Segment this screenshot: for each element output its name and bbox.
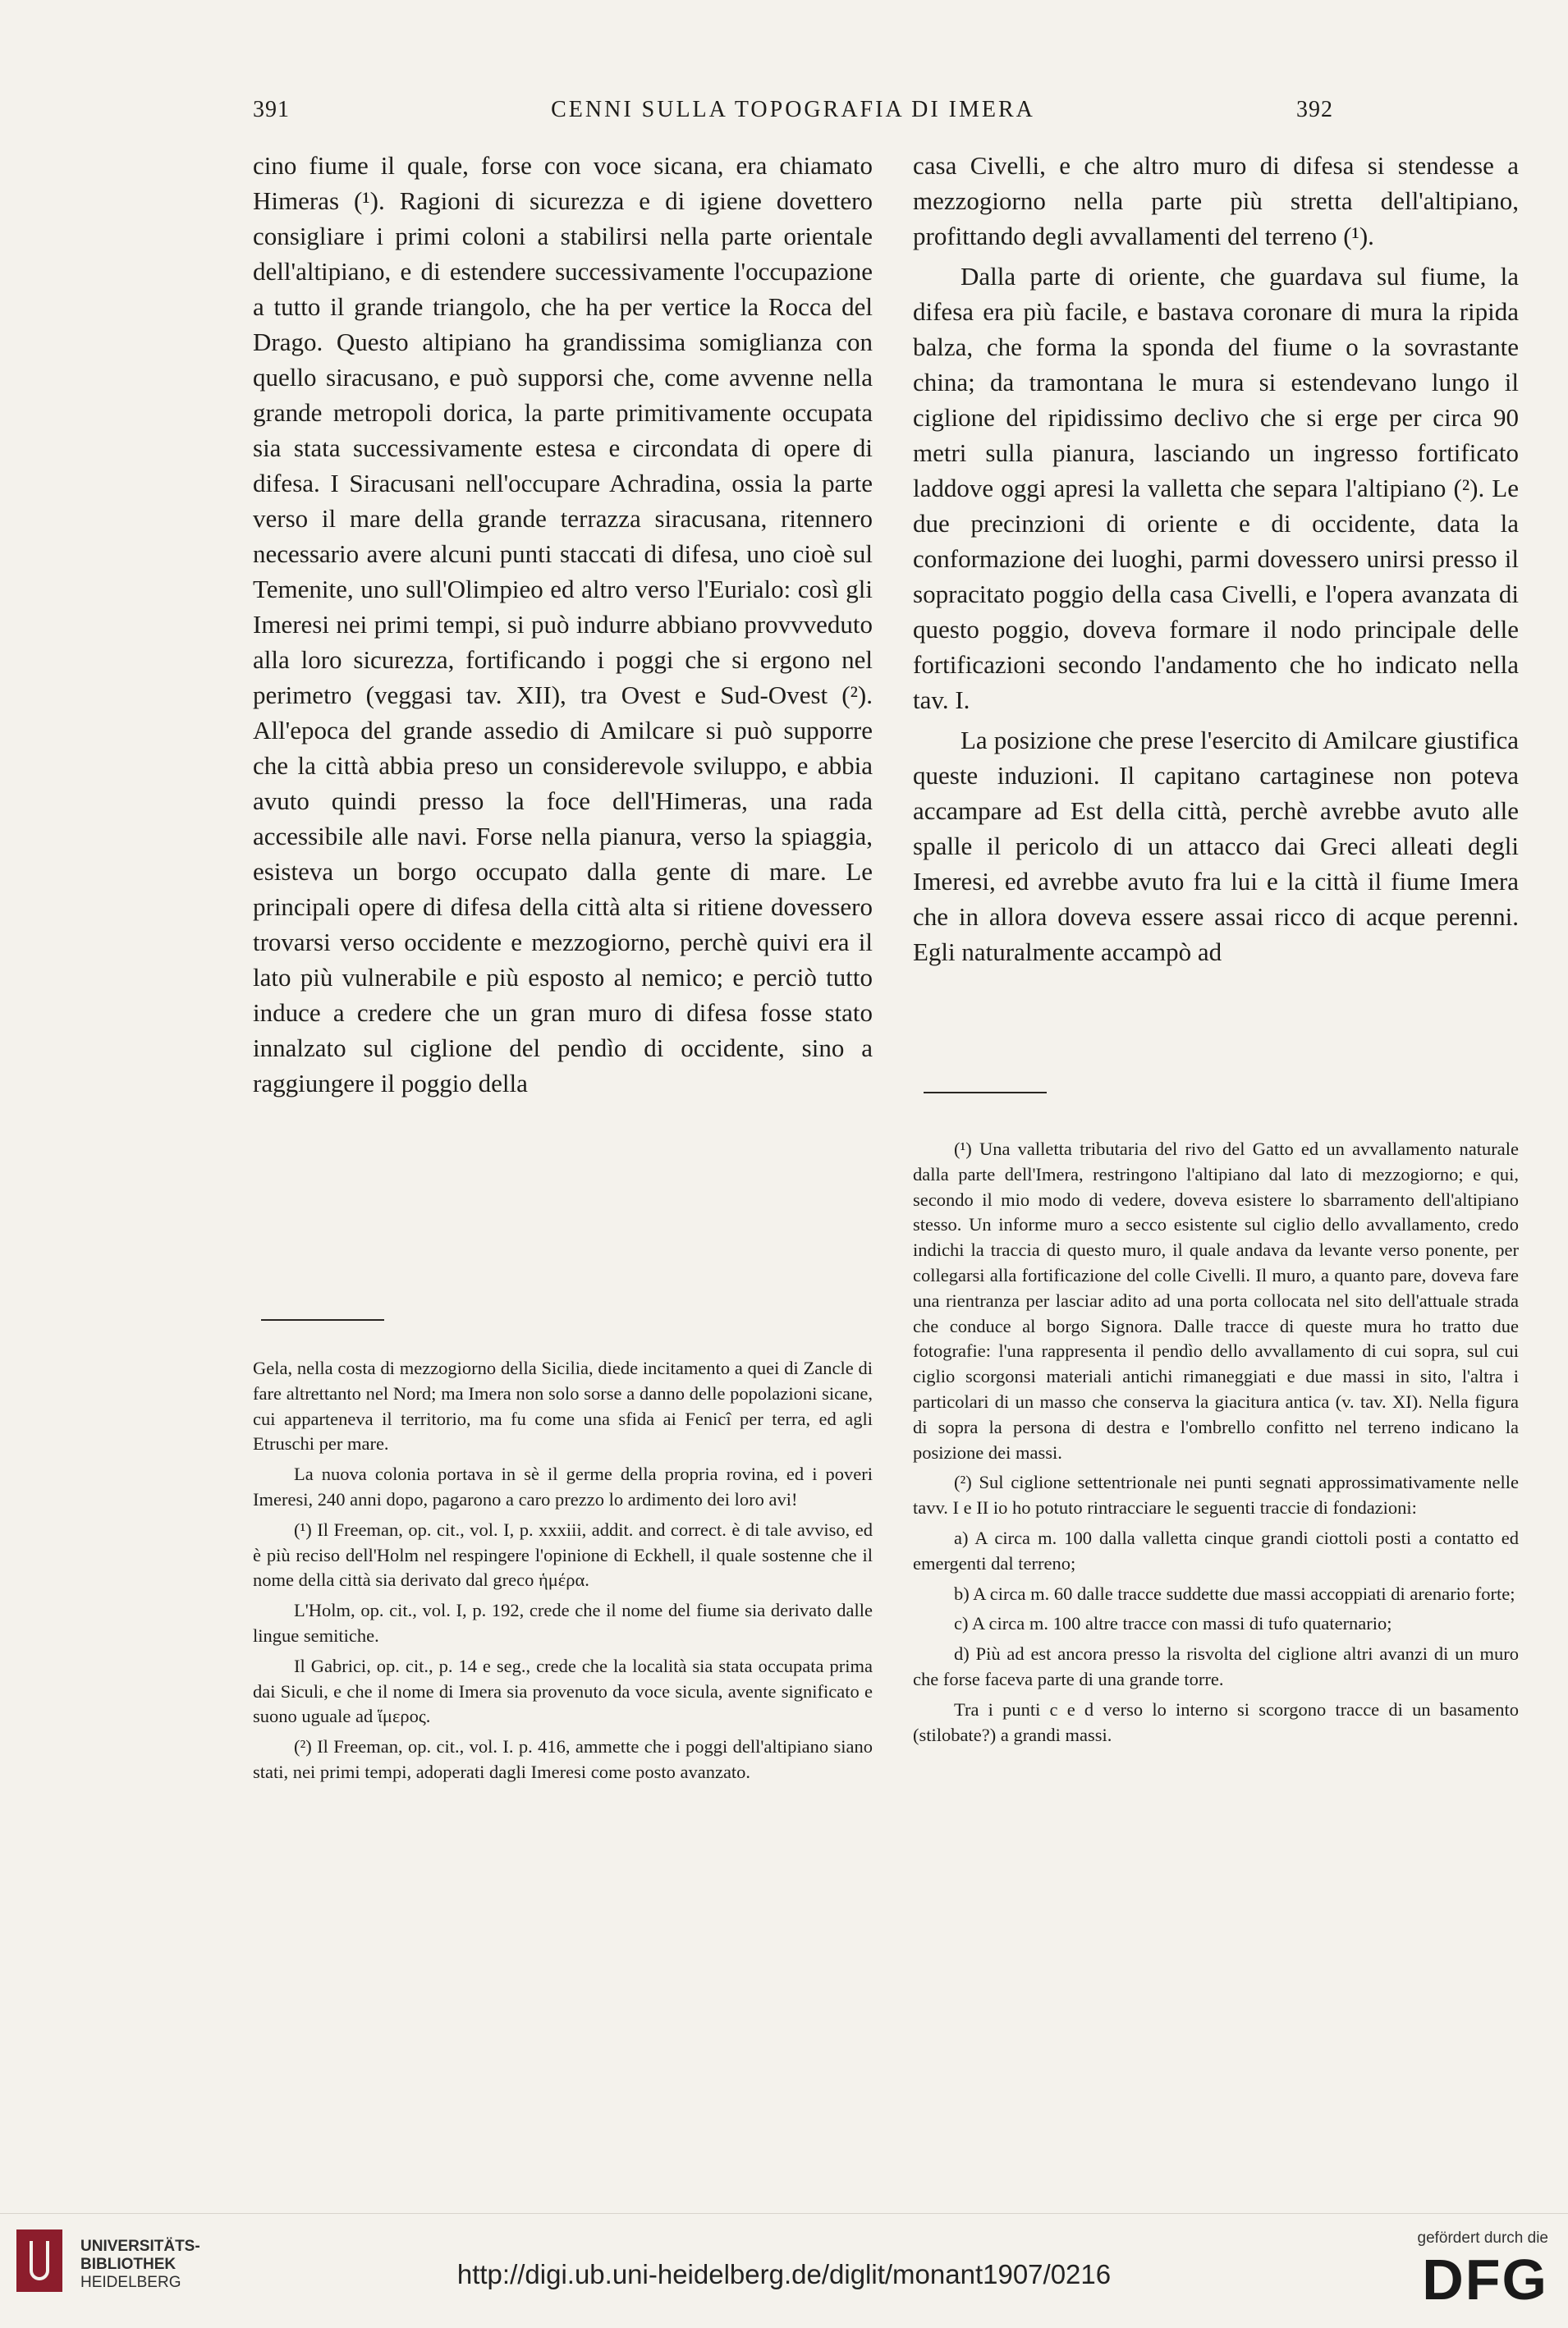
dfg-logo-icon: DFG bbox=[1422, 2248, 1548, 2312]
right-paragraph: La posizione che prese l'esercito di Amilcare giustifica queste induzioni. Il capitano cartaginese non poteva accampare ad Est della città, perchè avrebbe avuto alle spalle il pericolo di un attacco dai Greci alleati degli Imeresi, ed avrebbe avuto fra lui e la città il fiume Imera che in allora doveva essere assai ricco di acque perenni. Egli naturalmente accampò ad bbox=[913, 726, 1519, 966]
footnote: Gela, nella costa di mezzogiorno della Sicilia, diede incitamento a quei di Zancle di fare altrettanto nel Nord; ma Imera non solo sorse a danno delle popolazioni sicane, cui apparteneva il territorio, ma fu come una sfida ai Fenicî per terra, ed agli Etruschi per mare. bbox=[253, 1358, 873, 1455]
footer-divider bbox=[0, 2213, 1568, 2214]
footnote: (¹) Una valletta tributaria del rivo del Gatto ed un avvallamento naturale dalla parte dell'Imera, restringono l'altipiano dal lato di mezzogiorno; e qui, secondo il mio modo di vedere, doveva esistere lo sbarramento dell'altipiano stesso. Un informe muro a secco esistente sul ciglio dello avvallamento, credo indichi la traccia di questo muro, il quale andava da levante verso ponente, per collegarsi alla fortificazione del colle Civelli. Il muro, a quanto pare, doveva fare una rientranza per lasciar adito ad una porta collocata nel sito dell'attuale strada che conduce al borgo Signora. Dalle tracce di queste mura ho tratto due fotografie: l'una rappresenta il pendìo dello avvallamento di cui sopra, sul cui ciglio scorgonsi materiali antichi rimaneggiati e due massi in sito, l'altra i particolari di un masso che conserva la giacitura antica (v. tav. XI). Nella figura di sopra la persona di destra e l'ombrello confitto nel terreno indicano la posizione dei massi. bbox=[913, 1139, 1519, 1463]
footnote: L'Holm, op. cit., vol. I, p. 192, crede che il nome del fiume sia derivato dalle lingue semitiche. bbox=[253, 1600, 873, 1646]
left-paragraph: cino fiume il quale, forse con voce sicana, era chiamato Himeras (¹). Ragioni di sicurezza e di igiene dovettero consigliare i primi coloni a stabilirsi nella parte orientale dell'altipiano, e di estendere successivamente l'occupazione a tutto il grande triangolo, che ha per vertice la Rocca del Drago. Questo altipiano ha grandissima somiglianza con quello siracusano, e può supporsi che, come avvenne nella grande metropoli dorica, la parte primitivamente occupata sia stata successivamente estesa e circondata di opere di difesa. I Siracusani nell'occupare Achradina, ossia la parte verso il mare della grande terrazza siracusana, ritennero necessario avere alcuni punti staccati di difesa, uno cioè sul Temenite, uno sull'Olimpieo ed altro verso l'Eurialo: così gli Imeresi nei primi tempi, si può indurre abbiano provvveduto alla loro sicurezza, fortificando i poggi che si ergono nel perimetro (veggasi tav. XII), tra Ovest e Sud-Ovest (²). All'epoca del grande assedio di Amilcare si può supporre che la città abbia preso un considerevole sviluppo, e abbia avuto quindi presso la foce dell'Himeras, una rada accessibile alle navi. Forse nella pianura, verso la spiaggia, esisteva un borgo occupato dalla gente di mare. Le principali opere di difesa della città alta si ritiene dovessero trovarsi verso occidente e mezzogiorno, perchè quivi era il lato più vulnerabile e più esposto al nemico; e perciò tutto induce a credere che un gran muro di difesa fosse stato innalzato sul ciglione del pendìo di occidente, sino a raggiungere il poggio della bbox=[253, 151, 873, 1098]
right-paragraph: casa Civelli, e che altro muro di difesa si stendesse a mezzogiorno nella parte più stretta dell'altipiano, profittando degli avvallamenti del terreno (¹). bbox=[913, 151, 1519, 250]
right-paragraph: Dalla parte di oriente, che guardava sul fiume, la difesa era più facile, e bastava coronare di mura la ripida balza, che forma la sponda del fiume o la sovrastante china; da tramontana le mura si estendevano lungo il ciglione del ripidissimo declivo che si erge per circa 90 metri sulla pianura, lasciando un ingresso fortificato laddove oggi apresi la valletta che separa l'altipiano (²). Le due precinzioni di oriente e di occidente, data la conformazione dei luoghi, parmi dovessero unirsi presso il sopracitato poggio della casa Civelli, e l'opera avanzata di questo poggio, doveva formare il nodo principale delle fortificazioni secondo l'andamento che ho indicato nella tav. I. bbox=[913, 262, 1519, 714]
footnote: Il Gabrici, op. cit., p. 14 e seg., crede che la località sia stata occupata prima dai Siculi, e che il nome di Imera sia provenuto da voce sicula, avente significato e suono uguale ad ἵμερος. bbox=[253, 1655, 873, 1727]
funder-logo[interactable] bbox=[1359, 2229, 1548, 2320]
footnote: (²) Sul ciglione settentrionale nei punti segnati approssimativamente nelle tavv. I e II io ho potuto rintracciare le seguenti traccie di fondazioni: bbox=[913, 1472, 1519, 1519]
footnote: c) A circa m. 100 altre tracce con massi di tufo quaternario; bbox=[954, 1613, 1392, 1634]
footnote-divider bbox=[261, 1319, 384, 1321]
left-column-body bbox=[253, 148, 873, 1101]
footnote: (¹) Il Freeman, op. cit., vol. I, p. xxxiii, addit. and correct. è di tale avviso, ed è più reciso dell'Holm nel respingere l'opinione di Eckhell, il quale sostenne che il nome della città sia derivato dal greco ἡμέρα. bbox=[253, 1519, 873, 1591]
library-name: UNIVERSITÄTS- BIBLIOTHEK HEIDELBERG bbox=[80, 2238, 200, 2291]
page-number-left: 391 bbox=[253, 97, 290, 122]
footnote: d) Più ad est ancora presso la risvolta del ciglione altri avanzi di un muro che forse faceva parte di una grande torre. bbox=[913, 1643, 1519, 1689]
running-head bbox=[253, 97, 1333, 130]
funder-caption: gefördert durch die bbox=[1417, 2229, 1548, 2247]
page-number-right: 392 bbox=[1296, 97, 1333, 122]
permalink-url[interactable]: http://digi.ub.uni-heidelberg.de/diglit/monant1907/0216 bbox=[456, 2259, 1112, 2289]
footnote: (²) Il Freeman, op. cit., vol. I. p. 416, ammette che i poggi dell'altipiano siano stati, nei primi tempi, adoperati dagli Imeresi come posto avanzato. bbox=[253, 1736, 873, 1782]
footnote: Tra i punti c e d verso lo interno si scorgono tracce di un basamento (stilobate?) a grandi massi. bbox=[913, 1698, 1519, 1745]
footnote: La nuova colonia portava in sè il germe della propria rovina, ed i poveri Imeresi, 240 anni dopo, pagarono a caro prezzo lo ardimento dei loro avi! bbox=[253, 1464, 873, 1510]
right-footnotes bbox=[913, 1137, 1519, 1748]
footnote: b) A circa m. 60 dalle tracce suddette due massi accoppiati di arenario forte; bbox=[954, 1583, 1515, 1604]
running-title: CENNI SULLA TOPOGRAFIA DI IMERA bbox=[551, 97, 1035, 122]
left-footnotes bbox=[253, 1356, 873, 1785]
footnote-divider bbox=[924, 1092, 1047, 1093]
right-column-body bbox=[913, 148, 1519, 969]
footnote: a) A circa m. 100 dalla valletta cinque grandi ciottoli posti a contatto ed emergenti dal terreno; bbox=[913, 1527, 1519, 1574]
